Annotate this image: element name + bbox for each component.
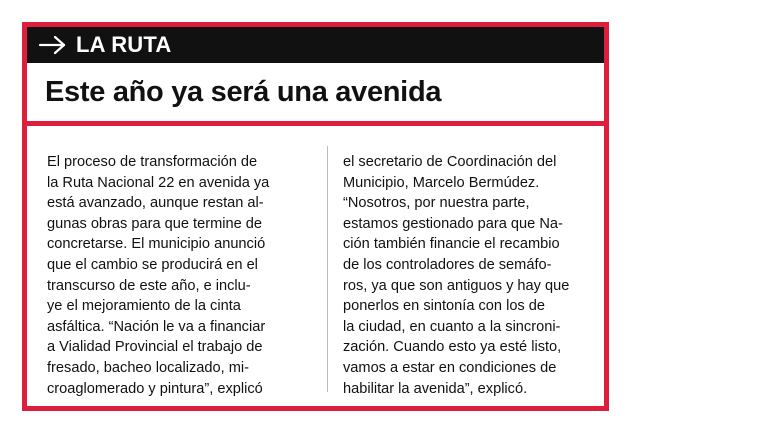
article-box — [22, 22, 609, 411]
body-left-line: gunas obras para que termine de — [47, 215, 262, 232]
body-right-line: “Nosotros, por nuestra parte, — [343, 195, 530, 212]
body-right-line: Municipio, Marcelo Bermúdez. — [343, 174, 540, 191]
column-divider — [327, 146, 328, 392]
headline-box — [27, 63, 604, 121]
body-column-right — [343, 152, 569, 399]
body-left-line: la Ruta Nacional 22 en avenida ya — [47, 174, 270, 191]
body-right-line: ción también financie el recambio — [343, 236, 560, 253]
section-header — [27, 27, 604, 63]
headline: Este año ya será una avenida — [45, 75, 442, 108]
body-right-line: ros, ya que son antiguos y hay que — [343, 277, 570, 294]
body-left-line: está avanzado, aunque restan al- — [47, 195, 264, 212]
body-left-line: asfáltica. “Nación le va a financiar — [47, 318, 266, 335]
body-right-line: habilitar la avenida”, explicó. — [343, 380, 528, 397]
body-column-left — [47, 152, 269, 399]
body-right-line: zación. Cuando esto ya esté listo, — [343, 339, 562, 356]
arrow-right-icon — [38, 34, 68, 56]
body-right-line: estamos gestionado para que Na- — [343, 215, 563, 232]
body-right-line: ponerlos en sintonía con los de — [343, 298, 546, 315]
article-body — [27, 126, 604, 406]
body-left-line: que el cambio se producirá en el — [47, 256, 258, 273]
body-right-line: la ciudad, en cuanto a la sincroni- — [343, 318, 561, 335]
body-left-line: El proceso de transformación de — [47, 154, 258, 170]
body-right-line: de los controladores de semáfo- — [343, 256, 552, 273]
body-left-line: concretarse. El municipio anunció — [47, 236, 266, 253]
body-right-line: vamos a estar en condiciones de — [343, 359, 557, 376]
body-left-line: croaglomerado y pintura”, explicó — [47, 380, 263, 397]
body-left-line: ye el mejoramiento de la cinta — [47, 298, 241, 315]
body-left-line: fresado, bacheo localizado, mi- — [47, 359, 249, 376]
section-label: LA RUTA — [76, 32, 172, 57]
body-left-line: transcurso de este año, e inclu- — [47, 277, 251, 294]
body-left-line: a Vialidad Provincial el trabajo de — [47, 339, 263, 356]
body-right-line: el secretario de Coordinación del — [343, 154, 557, 170]
